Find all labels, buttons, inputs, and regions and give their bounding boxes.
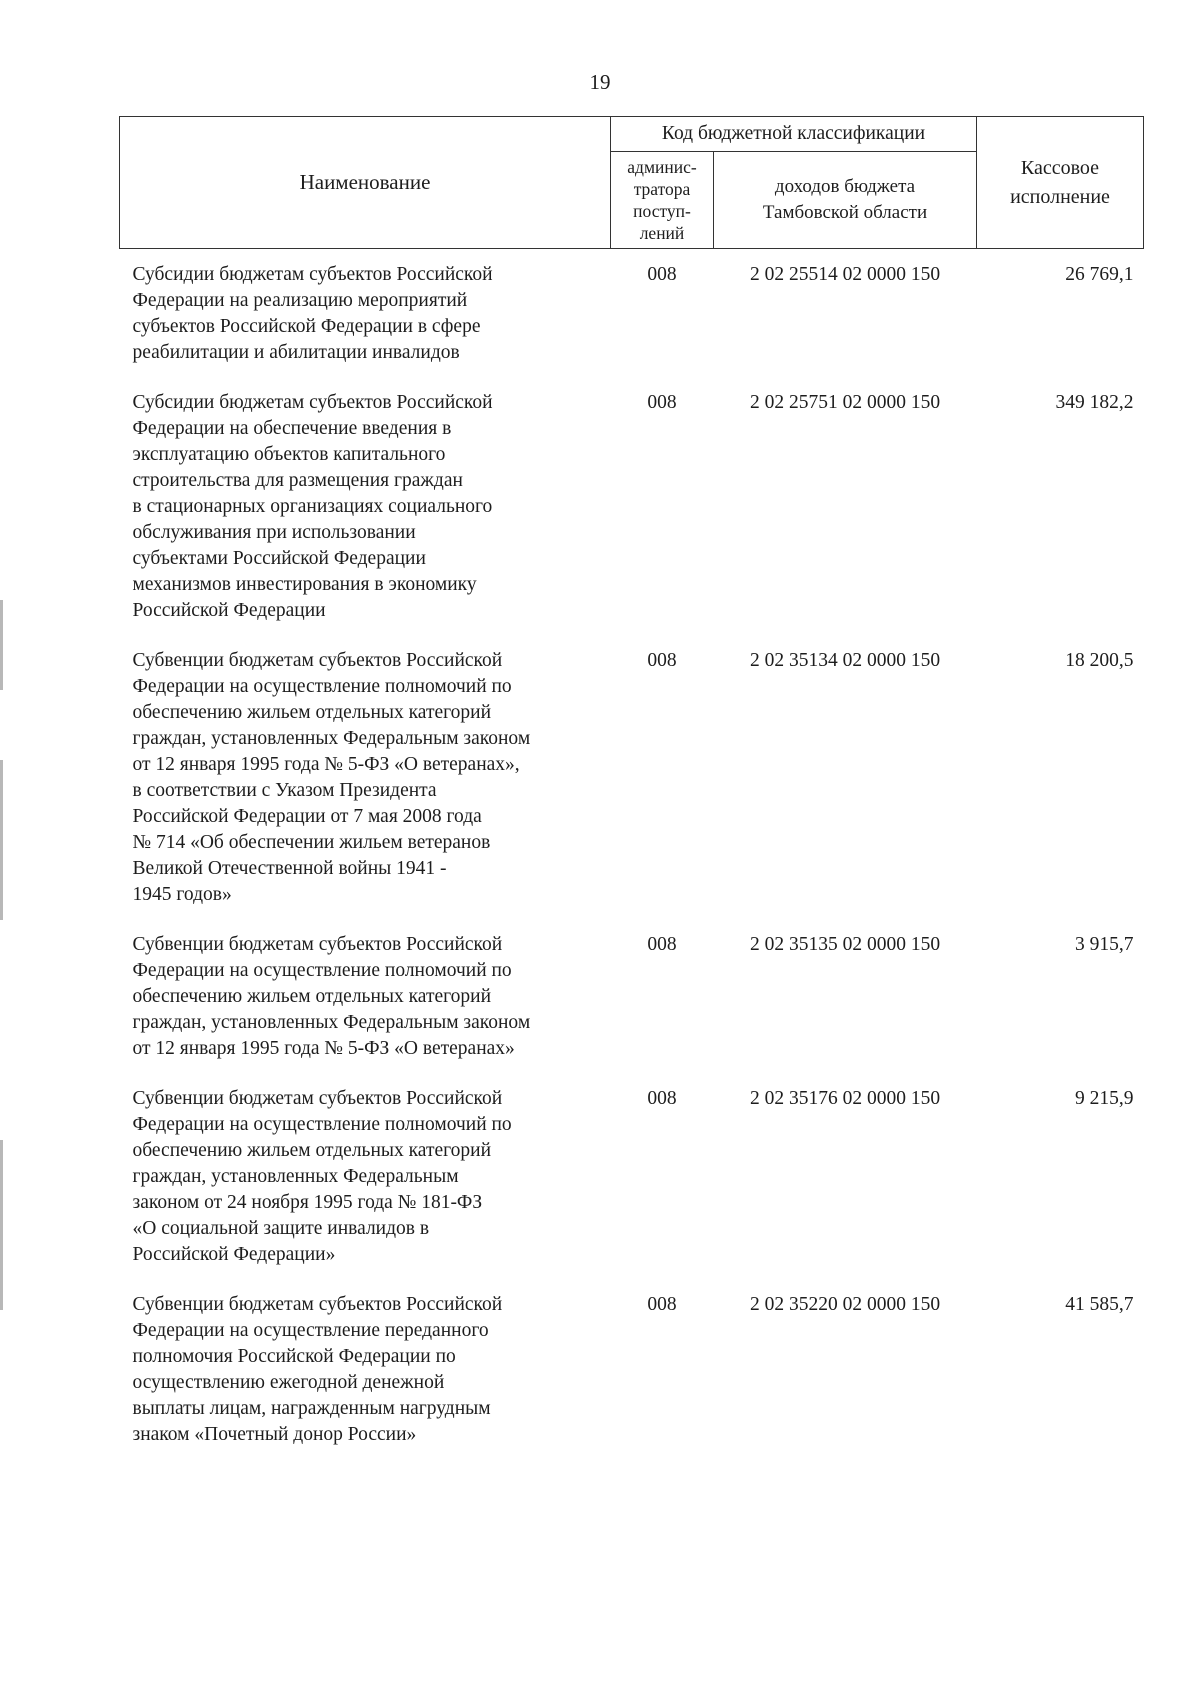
row-admin-code-cell: 008 xyxy=(647,392,677,413)
header-row xyxy=(120,117,1144,152)
row-amount-cell: 41 585,7 xyxy=(1065,1294,1134,1315)
table-row xyxy=(120,377,1144,635)
table-row xyxy=(120,919,1144,1073)
header-cash-execution: Кассовое исполнение xyxy=(977,117,1144,249)
table-row xyxy=(120,635,1144,919)
row-income-code-cell: 2 02 35134 02 0000 150 xyxy=(749,650,941,671)
row-amount-cell: 349 182,2 xyxy=(1055,392,1134,413)
row-name-cell: Субсидии бюджетам субъектов Российской Федерации на обеспечение введения в эксплуатацию объектов капитального строительства для размещения граждан в стационарных организациях социального обслуживания при использовании субъектами Российской Федерации механизмов инвестирования в экономику Российской Федерации xyxy=(132,392,493,621)
row-admin-code-cell: 008 xyxy=(647,1294,677,1315)
row-income-code-cell: 2 02 25514 02 0000 150 xyxy=(749,264,941,285)
budget-table xyxy=(119,116,1144,1459)
row-amount-cell: 26 769,1 xyxy=(1065,264,1134,285)
row-name-cell: Субсидии бюджетам субъектов Российской Федерации на реализацию мероприятий субъектов Российской Федерации в сфере реабилитации и абилитации инвалидов xyxy=(132,264,493,363)
row-name-cell: Субвенции бюджетам субъектов Российской Федерации на осуществление полномочий по обеспечению жильем отдельных категорий граждан, установленных Федеральным законом от 12 января 1995 года № 5-ФЗ «О ветеранах», в соответствии с Указом Президента Российской Федерации от 7 мая 2008 года № 714 «Об обеспечении жильем ветеранов Великой Отечественной войны 1941 - 1945 годов» xyxy=(132,650,531,905)
header-administrator: админис- тратора поступ- лений xyxy=(611,152,714,249)
row-name-cell: Субвенции бюджетам субъектов Российской Федерации на осуществление переданного полномочия Российской Федерации по осуществлению ежегодной денежной выплаты лицам, награжденным нагрудным знаком «Почетный донор России» xyxy=(132,1294,503,1445)
row-amount-cell: 9 215,9 xyxy=(1075,1088,1134,1109)
row-amount-cell: 3 915,7 xyxy=(1075,934,1134,955)
page-number: 19 xyxy=(589,70,611,94)
row-income-code-cell: 2 02 25751 02 0000 150 xyxy=(749,392,941,413)
row-name-cell: Субвенции бюджетам субъектов Российской Федерации на осуществление полномочий по обеспечению жильем отдельных категорий граждан, установленных Федеральным законом от 24 ноября 1995 года № 181-ФЗ «О социальной защите инвалидов в Российской Федерации» xyxy=(132,1088,512,1265)
row-name-cell: Субвенции бюджетам субъектов Российской Федерации на осуществление полномочий по обеспечению жильем отдельных категорий граждан, установленных Федеральным законом от 12 января 1995 года № 5-ФЗ «О ветеранах» xyxy=(132,934,531,1059)
row-income-code-cell: 2 02 35135 02 0000 150 xyxy=(749,934,941,955)
row-admin-code-cell: 008 xyxy=(647,1088,677,1109)
row-admin-code-cell: 008 xyxy=(647,264,677,285)
table-row xyxy=(120,1073,1144,1279)
row-income-code-cell: 2 02 35176 02 0000 150 xyxy=(749,1088,941,1109)
table-row xyxy=(120,1279,1144,1459)
header-classification-code: Код бюджетной классификации xyxy=(611,117,977,152)
scan-edge-mark xyxy=(0,600,3,690)
header-income-code: доходов бюджета Тамбовской области xyxy=(714,152,977,249)
scan-edge-mark xyxy=(0,1140,3,1310)
table-row xyxy=(120,249,1144,378)
scan-edge-mark xyxy=(0,760,3,920)
row-income-code-cell: 2 02 35220 02 0000 150 xyxy=(749,1294,941,1315)
header-name: Наименование xyxy=(120,117,611,249)
row-admin-code-cell: 008 xyxy=(647,934,677,955)
table-body xyxy=(120,249,1144,1460)
row-admin-code-cell: 008 xyxy=(647,650,677,671)
row-amount-cell: 18 200,5 xyxy=(1065,650,1134,671)
table-header xyxy=(120,117,1144,249)
